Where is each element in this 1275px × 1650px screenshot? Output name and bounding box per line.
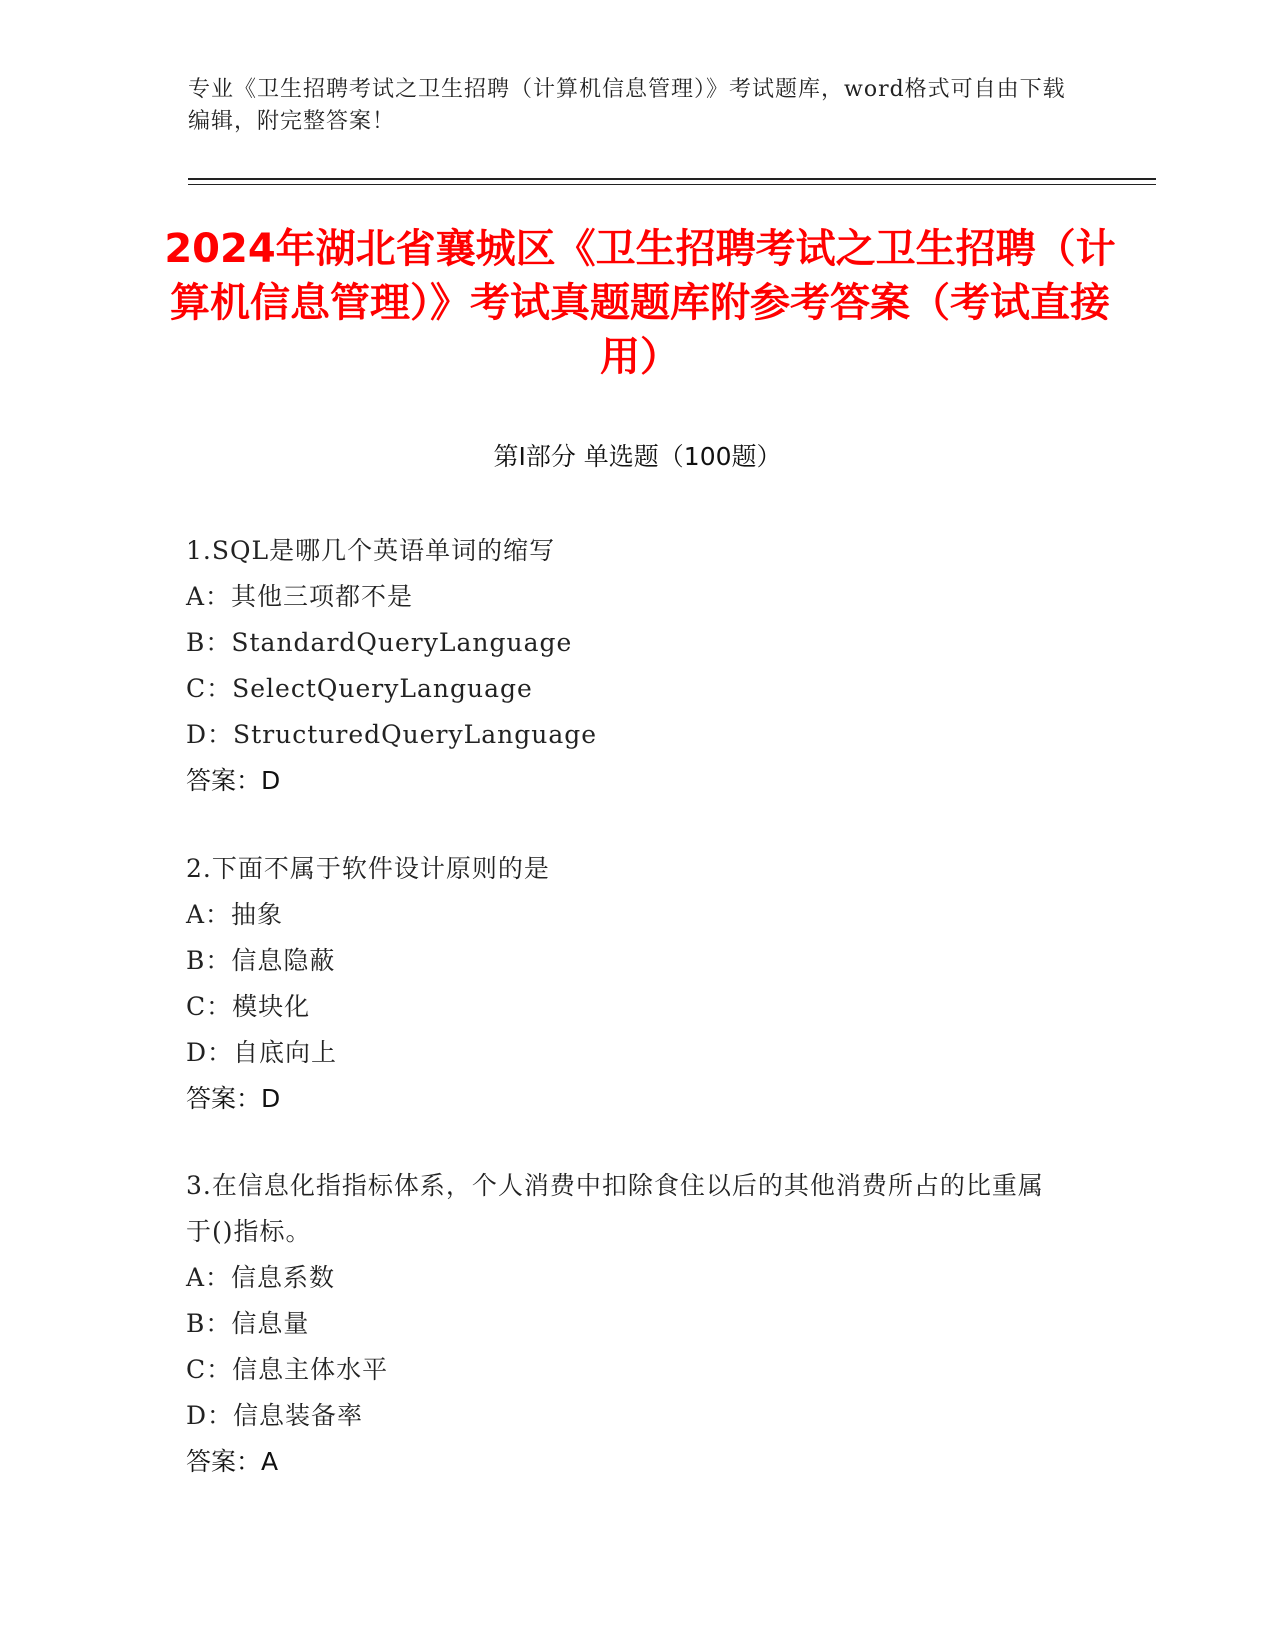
option-d: D：信息装备率: [186, 1401, 364, 1430]
option-d: D：StructuredQueryLanguage: [186, 720, 598, 749]
header-note: 专业《卫生招聘考试之卫生招聘（计算机信息管理）》考试题库，word格式可自由下载编辑，附完整答案！: [188, 77, 1066, 134]
question-block: [186, 528, 1066, 804]
answer: 答案：A: [186, 1447, 279, 1476]
header-rule-thick: [188, 178, 1156, 180]
option-a: A：其他三项都不是: [186, 582, 414, 611]
question-text: 1.SQL是哪几个英语单词的缩写: [186, 536, 556, 565]
question-text: 3.在信息化指指标体系，个人消费中扣除食住以后的其他消费所占的比重属于()指标。: [186, 1171, 1044, 1246]
option-b: B：信息量: [186, 1309, 310, 1338]
option-d: D：自底向上: [186, 1038, 338, 1067]
option-c: C：SelectQueryLanguage: [186, 674, 533, 703]
question-block: [186, 846, 1066, 1122]
option-a: A：抽象: [186, 900, 284, 929]
option-c: C：信息主体水平: [186, 1355, 389, 1384]
option-b: B：StandardQueryLanguage: [186, 628, 573, 657]
question-text: 2.下面不属于软件设计原则的是: [186, 854, 550, 883]
answer: 答案：D: [186, 1084, 281, 1113]
answer: 答案：D: [186, 766, 281, 795]
document-title: 2024年湖北省襄城区《卫生招聘考试之卫生招聘（计算机信息管理）》考试真题题库附参考答案（考试直接用）: [164, 226, 1116, 380]
option-a: A：信息系数: [186, 1263, 336, 1292]
section-title: 第Ⅰ部分 单选题（100题）: [493, 442, 782, 471]
header-rule-thin: [188, 184, 1156, 185]
question-block: [186, 1163, 1066, 1485]
option-b: B：信息隐蔽: [186, 946, 336, 975]
option-c: C：模块化: [186, 992, 311, 1021]
